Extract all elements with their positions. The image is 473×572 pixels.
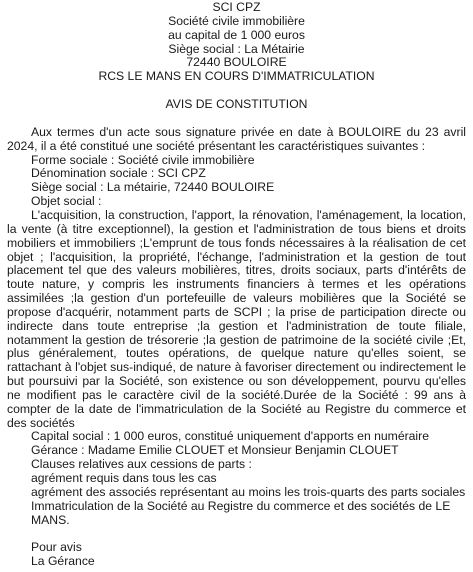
closing-pour-avis: Pour avis	[31, 540, 82, 555]
company-header	[7, 1, 466, 84]
field-forme-sociale: Forme sociale : Société civile immobilière	[31, 152, 255, 167]
detail-agrement-associes: agrément des associés représentant au moins les trois-quarts des parts sociales	[31, 484, 466, 499]
header-company-form: Société civile immobilière	[168, 13, 305, 28]
detail-immatriculation: Immatriculation de la Société au Registre du commerce et des sociétés de LE MANS.	[31, 498, 451, 527]
objet-paragraph: L'acquisition, la construction, l'apport, la rénovation, l'aménagement, la location, la vente (à titre exceptionnel), la gestion et l'administration de tous biens et droits mobiliers et immobiliers ;L'emprunt de tous fonds nécessaires à la réalisation de cet objet ; l'acquisition, la propriété, l'échange, l'administration et la gestion de tout placement tel que des valeurs mobilières, titres, droits sociaux, parts d'intérêts de toute nature, y compris les instruments financiers à termes et les opérations assimilées ;la gestion d'un portefeuille de valeurs mobilières que la Société se propose d'acquérir, notamment parts de SCPI ; la prise de participation directe ou indirecte dans toute entreprise ;la gestion et l'administration de toute filiale, notamment la gestion de trésorerie ;la gestion de patrimoine de la société civile ;Et, plus généralement, toutes opérations, de quelque nature qu'elles soient, se rattachant à l'objet sus-indiqué, de nature à favoriser directement ou indirectement le but poursuivi par la Société, son existence ou son développement, pourvu qu'elles ne modifient pas le caractère civil de la société.Durée de la Société : 99 ans à compter de la date de l'immatriculation de la Société au Registre du commerce et des sociétés	[7, 207, 466, 430]
field-objet-social: Objet social :	[31, 194, 102, 209]
spacer	[7, 84, 466, 98]
closing-signatory: La Gérance	[31, 554, 95, 569]
field-siege-social: Siège social : La métairie, 72440 BOULOIRE	[31, 180, 275, 195]
spacer	[7, 112, 466, 126]
field-denomination: Dénomination sociale : SCI CPZ	[31, 166, 206, 181]
detail-agrement-requis: agrément requis dans tous les cas	[31, 471, 217, 485]
detail-clauses: Clauses relatives aux cessions de parts :	[31, 457, 252, 472]
detail-capital: Capital social : 1 000 euros, constitué uniquement d'apports en numéraire	[31, 429, 429, 444]
intro-paragraph: Aux termes d'un acte sous signature privée en date à BOULOIRE du 23 avril 2024, il a été constitué une société présentant les caractéristiques suivantes :	[7, 124, 466, 153]
header-capital: au capital de 1 000 euros	[168, 27, 305, 42]
fields-block	[7, 154, 466, 209]
closing-block	[7, 541, 466, 569]
header-postcode: 72440 BOULOIRE	[186, 55, 287, 70]
header-company-name: SCI CPZ	[212, 0, 261, 14]
details-block	[7, 430, 466, 527]
header-siege: Siège social : La Métairie	[168, 41, 305, 56]
spacer	[7, 527, 466, 541]
notice-title: AVIS DE CONSTITUTION	[165, 97, 308, 112]
header-rcs: RCS LE MANS EN COURS D'IMMATRICULATION	[98, 69, 375, 84]
detail-gerance: Gérance : Madame Emilie CLOUET et Monsieur Benjamin CLOUET	[31, 443, 399, 458]
